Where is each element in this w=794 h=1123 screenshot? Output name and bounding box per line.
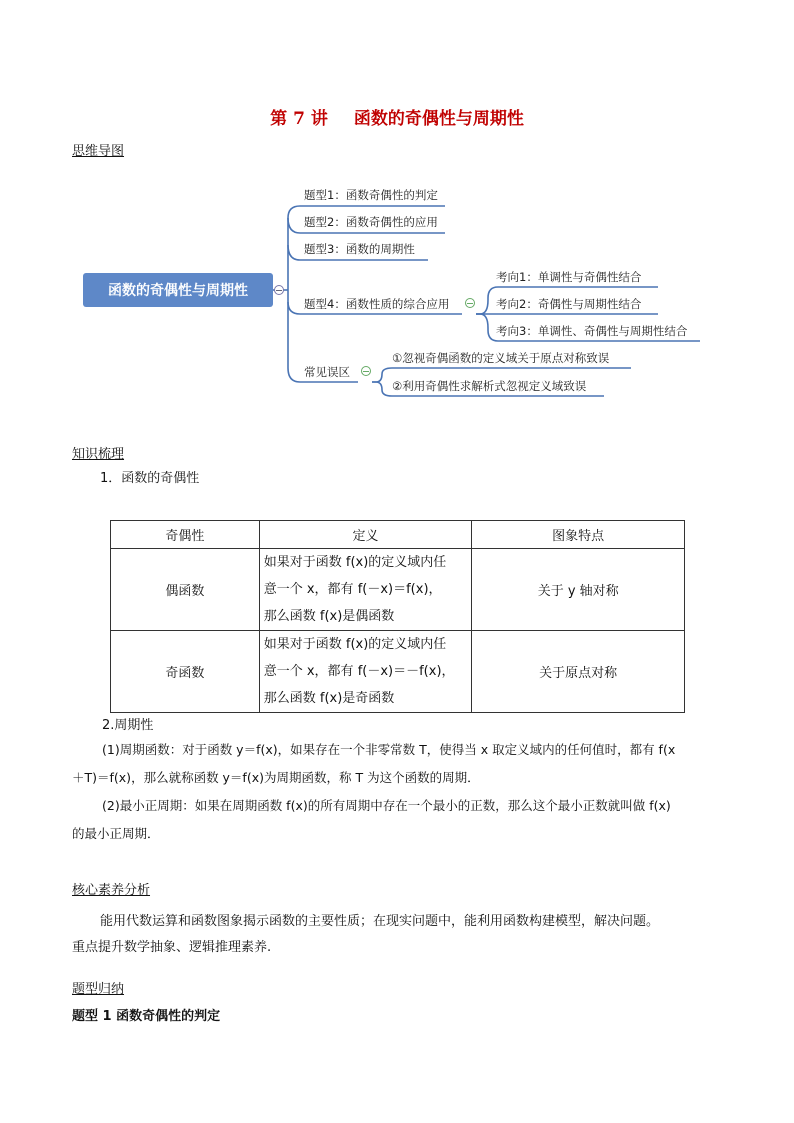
section-types: 题型归纳 (72, 982, 125, 997)
collapse-icon[interactable] (361, 366, 371, 376)
row-feature: 关于 y 轴对称 (472, 549, 685, 631)
heading-periodicity: 2.周期性 (102, 718, 154, 733)
branch-type2: 题型2：函数奇偶性的应用 (304, 215, 438, 229)
column-header: 定义 (259, 521, 472, 549)
section-knowledge: 知识梳理 (72, 447, 125, 462)
row-name: 奇函数 (111, 631, 260, 713)
section-mindmap: 思维导图 (72, 144, 125, 159)
lecture-topic: 函数的奇偶性与周期性 (353, 109, 524, 129)
periodic-line: (1)周期函数：对于函数 y＝f(x)，如果存在一个非零常数 T，使得当 x 取定义域内的任何值时，都有 f(x (102, 742, 676, 757)
table-row (111, 631, 685, 713)
row-definition (259, 631, 472, 713)
branch-type1: 题型1：函数奇偶性的判定 (304, 188, 438, 202)
definition-line: 意一个 x，都有 f(－x)＝f(x)， (263, 582, 442, 597)
periodic-definition (72, 736, 732, 848)
core-text-line: 能用代数运算和函数图象揭示函数的主要性质；在现实问题中，能利用函数构建模型，解决问题。 (100, 914, 660, 929)
misconception-2: ②利用奇偶性求解析式忽视定义域致误 (392, 379, 587, 393)
table-row (111, 549, 685, 631)
periodic-line: ＋T)＝f(x)，那么就称函数 y＝f(x)为周期函数，称 T 为这个函数的周期． (72, 770, 480, 785)
mind-map (0, 0, 794, 420)
periodic-line: 的最小正周期． (72, 826, 160, 841)
definition-line: 如果对于函数 f(x)的定义域内任 (263, 555, 447, 570)
lecture-number: 第 7 讲 (270, 109, 328, 129)
row-name: 偶函数 (111, 549, 260, 631)
branch-type3: 题型3：函数的周期性 (304, 242, 415, 256)
column-header: 奇偶性 (111, 521, 260, 549)
central-node: 函数的奇偶性与周期性 (83, 273, 273, 307)
collapse-icon[interactable] (274, 285, 284, 295)
misconception-1: ①忽视奇偶函数的定义域关于原点对称致误 (392, 351, 610, 365)
branch-misconceptions: 常见误区 (304, 365, 350, 379)
column-header: 图象特点 (472, 521, 685, 549)
section-core: 核心素养分析 (72, 883, 151, 898)
table-header-row (111, 521, 685, 549)
definition-table (110, 520, 685, 713)
core-text-line: 重点提升数学抽象、逻辑推理素养. (72, 940, 272, 955)
sub-direction-3: 考向3：单调性、奇偶性与周期性结合 (496, 324, 688, 338)
type1-heading: 题型 1 函数奇偶性的判定 (72, 1009, 221, 1024)
definition-line: 那么函数 f(x)是偶函数 (263, 609, 395, 624)
heading-parity: 1．函数的奇偶性 (100, 471, 200, 486)
sub-direction-2: 考向2：奇偶性与周期性结合 (496, 297, 642, 311)
branch-type4: 题型4：函数性质的综合应用 (304, 297, 450, 311)
row-feature: 关于原点对称 (472, 631, 685, 713)
collapse-icon[interactable] (465, 298, 475, 308)
definition-line: 如果对于函数 f(x)的定义域内任 (263, 637, 447, 652)
periodic-line: (2)最小正周期：如果在周期函数 f(x)的所有周期中存在一个最小的正数，那么这个最小正数就叫做 f(x) (102, 798, 671, 813)
definition-line: 那么函数 f(x)是奇函数 (263, 691, 395, 706)
definition-line: 意一个 x，都有 f(－x)＝－f(x)， (263, 664, 455, 679)
sub-direction-1: 考向1：单调性与奇偶性结合 (496, 270, 642, 284)
row-definition (259, 549, 472, 631)
